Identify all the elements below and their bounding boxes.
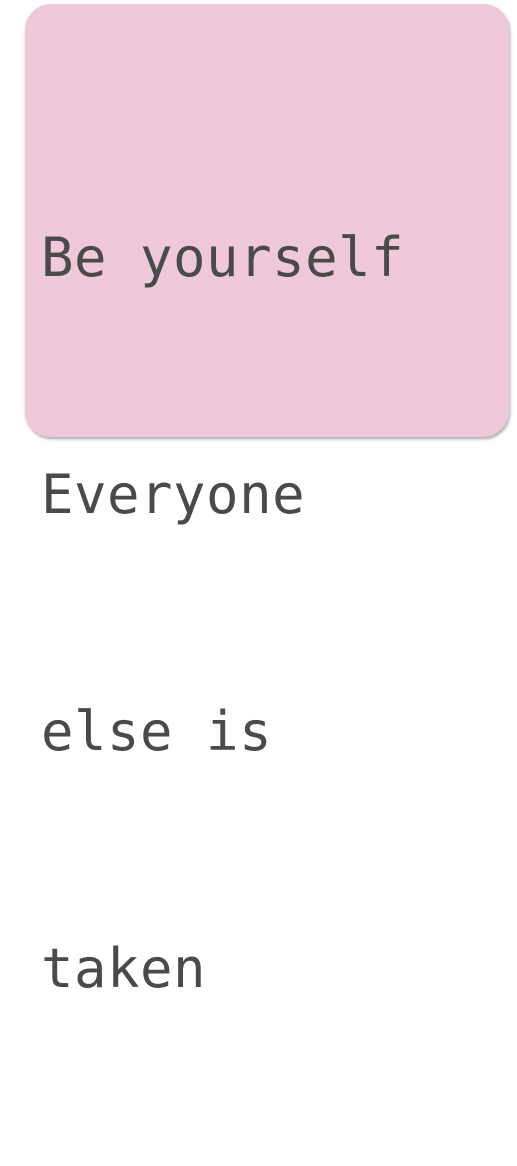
quote-text [41, 60, 404, 1166]
quote-line-1: Be yourself [41, 226, 405, 289]
quote-line-3: else is [41, 700, 273, 763]
quote-card [25, 4, 509, 1000]
quote-line-4: taken [41, 937, 207, 1000]
quote-line-2: Everyone [41, 463, 306, 526]
